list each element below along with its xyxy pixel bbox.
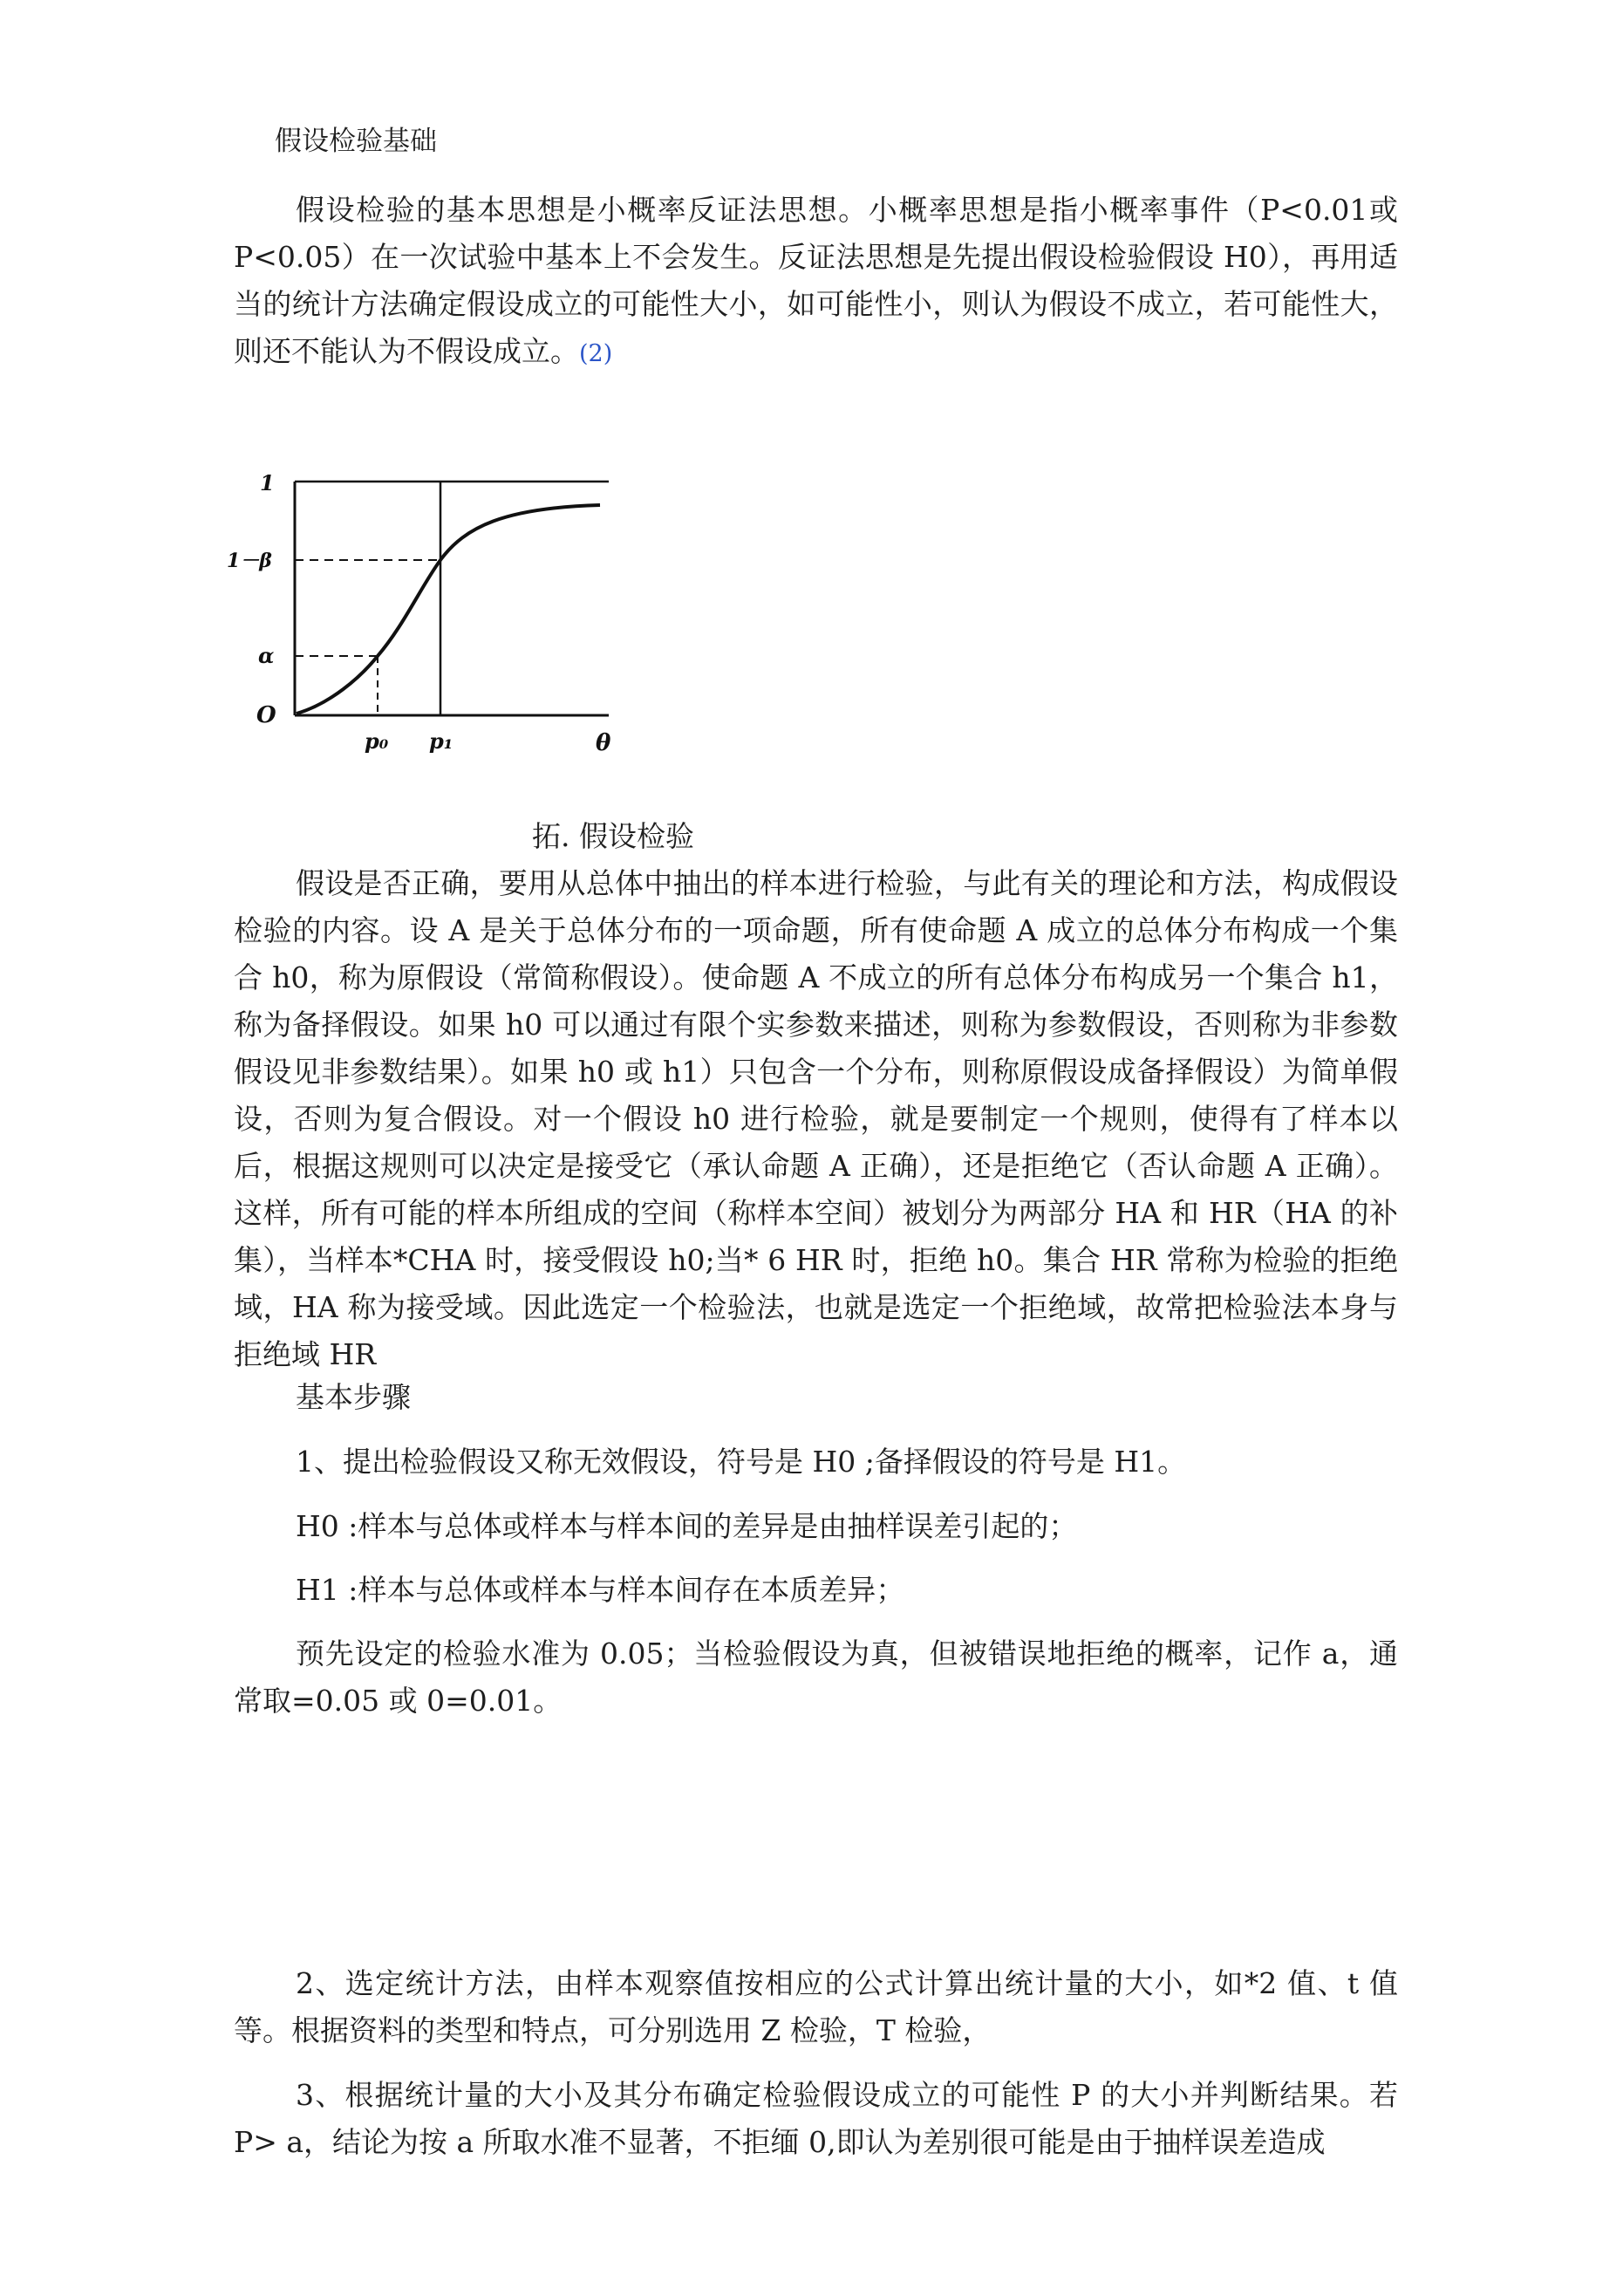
reference-link[interactable]: (2): [579, 340, 613, 367]
document-heading: 假设检验基础: [275, 126, 437, 157]
label-p1: p₁: [429, 728, 453, 754]
label-alpha: α: [258, 643, 275, 668]
figure-caption: 拓. 假设检验: [532, 819, 694, 853]
label-origin: O: [256, 702, 276, 728]
step-1: 1、提出检验假设又称无效假设，符号是 H0 ;备择假设的符号是 H1。: [296, 1445, 1187, 1479]
label-one-minus-beta: 1－β: [227, 550, 272, 572]
intro-text: 假设检验的基本思想是小概率反证法思想。小概率思想是指小概率事件（P<0.01或 P<0.05）在一次试验中基本上不会发生。反证法思想是先提出假设检验假设 H0），再用适当的统计方法确定假设成立的可能性大小，如可能性小，则认为假设不成立，若可能性大，则还不能认为不假设成立。: [234, 193, 1398, 368]
power-curve-figure: [225, 455, 626, 769]
significance-paragraph: 预先设定的检验水准为 0.05；当检验假设为真，但被错误地拒绝的概率，记作 a，通常取=0.05 或 0=0.01。: [234, 1637, 1398, 1718]
intro-paragraph: [234, 187, 1398, 378]
steps-heading: 基本步骤: [296, 1380, 411, 1414]
power-curve: [297, 505, 600, 714]
h0-definition: H0 :样本与总体或样本与样本间的差异是由抽样误差引起的；: [296, 1509, 1078, 1543]
body-paragraph: 假设是否正确，要用从总体中抽出的样本进行检验，与此有关的理论和方法，构成假设检验的内容。设 A 是关于总体分布的一项命题，所有使命题 A 成立的总体分布构成一个集合 h0，称为原假设（常简称假设）。使命题 A 不成立的所有总体分布构成另一个集合 h1，称为备择假设。如果 h0 可以通过有限个实参数来描述，则称为参数假设，否则称为非参数假设见非参数结果）。如果 h0 或 h1）只包含一个分布，则称原假设成备择假设）为简单假设，否则为复合假设。对一个假设 h0 进行检验，就是要制定一个规则，使得有了样本以后，根据这规则可以决定是接受它（承认命题 A 正确），还是拒绝它（否认命题 A 正确）。这样，所有可能的样本所组成的空间（称样本空间）被划分为两部分 HA 和 HR（HA 的补集），当样本*CHA 时，接受假设 h0;当* 6 HR 时，拒绝 h0。集合 HR 常称为检验的拒绝域，HA 称为接受域。因此选定一个检验法，也就是选定一个拒绝域，故常把检验法本身与拒绝域 HR: [234, 866, 1398, 1371]
step-3: 3、根据统计量的大小及其分布确定检验假设成立的可能性 P 的大小并判断结果。若 P> a，结论为按 a 所取水准不显著，不拒缅 0,即认为差别很可能是由于抽样误差造成: [234, 2078, 1398, 2159]
label-p0: p₀: [365, 728, 389, 754]
label-theta: θ: [596, 730, 611, 756]
power-curve-svg: [225, 455, 626, 769]
label-y-one: 1: [260, 470, 275, 495]
step-2: 2、选定统计方法，由样本观察值按相应的公式计算出统计量的大小，如*2 值、t 值等。根据资料的类型和特点，可分别选用 Z 检验，T 检验，: [234, 1966, 1398, 2047]
h1-definition: H1 :样本与总体或样本与样本间存在本质差异；: [296, 1573, 905, 1607]
